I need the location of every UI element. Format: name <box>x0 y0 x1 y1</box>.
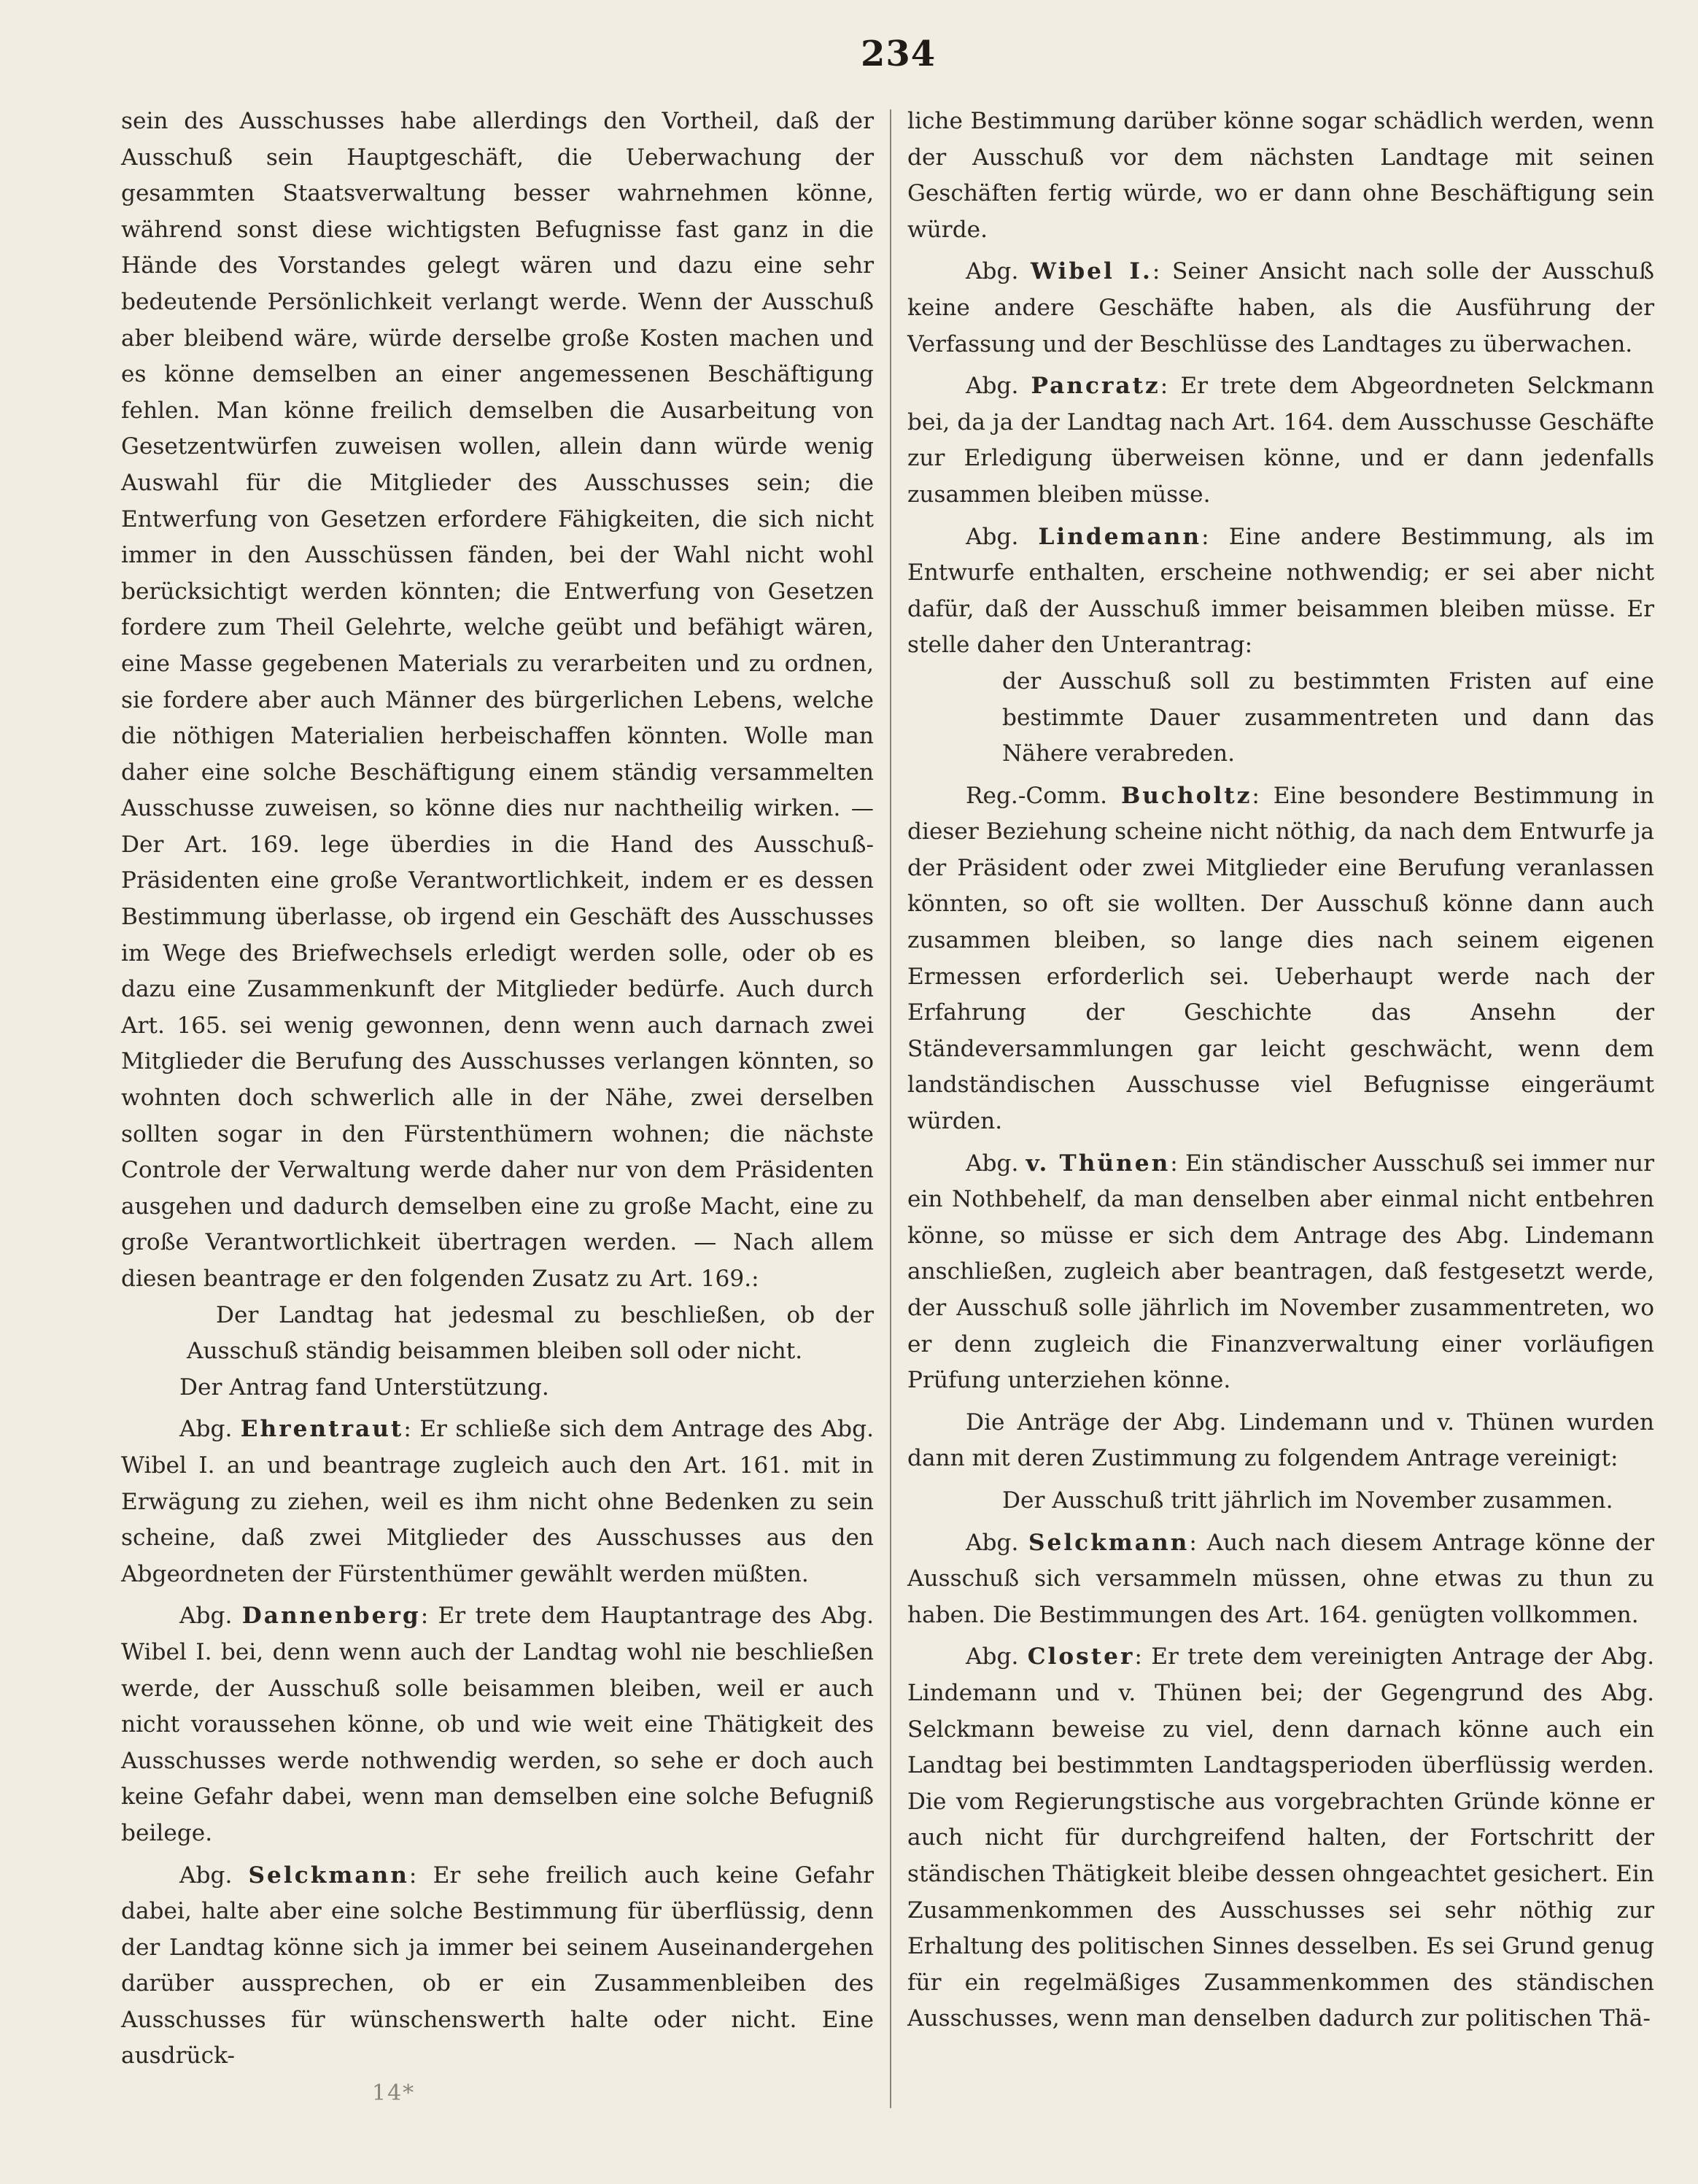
speech-text: : Eine besondere Bestimmung in dieser Beziehung scheine nicht nöthig, da nach dem Entwurfe ja der Präsident oder zwei Mitglieder eine Berufung veranlassen könnten, so oft sie wollten. Der Ausschuß könne dann auch zusammen bleiben, so lange dies nach seinem eigenen Ermessen erforderlich sei. Ueberhaupt werde nach der Erfahrung der Geschichte das Ansehn der Ständeversammlungen gar leicht geschwächt, wenn dem landständischen Ausschusse viel Befugnisse eingeräumt würden. <box>907 782 1654 1135</box>
speaker-name: Selckmann <box>1028 1529 1190 1556</box>
speaker-name: Ehrentraut <box>240 1416 404 1443</box>
speech-text: : Seiner Ansicht nach solle der Ausschuß keine andere Geschäfte haben, als die Ausführung der Verfassung und der Beschlüsse des Landtages zu überwachen. <box>907 258 1654 357</box>
speech-paragraph <box>907 1525 1654 1634</box>
speech-prefix: Abg. <box>966 373 1031 400</box>
motion-quote: der Ausschuß soll zu bestimmten Fristen auf eine bestimmte Dauer zusammentreten und dann das Nähere verabreden. <box>1002 667 1654 767</box>
speech-paragraph <box>121 1412 874 1592</box>
speech-paragraph <box>907 254 1654 363</box>
speech-prefix: Abg. <box>179 1862 249 1889</box>
speech-prefix: Abg. <box>179 1603 242 1630</box>
speech-text: : Er trete dem Abgeordneten Selckmann bei, da ja der Landtag nach Art. 164. dem Ausschusse Geschäfte zur Erledigung überweisen könne, und er dann jedenfalls zusammen bleiben müsse. <box>907 373 1655 508</box>
speaker-name: Selckmann <box>248 1862 409 1889</box>
speech-paragraph <box>907 1639 1654 2037</box>
speech-text: : Er trete dem Hauptantrage des Abg. Wibel I. bei, denn wenn auch der Landtag wohl nie beschließen werde, der Ausschuß solle beisammen bleiben, weil er auch nicht voraussehen könne, ob und wie weit eine Thätigkeit des Ausschusses werde nothwendig werden, so sehe er doch auch keine Gefahr dabei, wenn man demselben eine solche Befugniß beilege. <box>121 1603 874 1846</box>
paragraph-support: Der Antrag fand Unterstützung. <box>179 1374 549 1401</box>
speech-text: : Er trete dem vereinigten Antrage der Abg. Lindemann und v. Thünen bei; der Gegengrund des Abg. Selckmann beweise zu viel, denn darnach könne auch ein Landtag bei bestimmten Landtagsperioden überflüssig werden. Die vom Regierungstische aus vorgebrachten Gründe könne er auch nicht für durchgreifend halten, der Fortschritt der ständischen Thätigkeit bleibe dessen ohngeachtet gesichert. Ein Zusammenkommen des Ausschusses sei sehr nöthig zur Erhaltung des politischen Sinnes desselben. Es sei Grund genug für ein regelmäßiges Zusammenkommen des ständischen Ausschusses, wenn man denselben dadurch zur politischen Thä- <box>907 1643 1654 2032</box>
speech-text: : Er sehe freilich auch keine Gefahr dabei, halte aber eine solche Bestimmung für überflüssig, denn der Landtag könne sich ja immer bei seinem Auseinandergehen darüber aussprechen, ob er ein Zusammenbleiben des Ausschusses für wünschenswerth halte oder nicht. Eine ausdrück- <box>121 1862 874 2069</box>
paragraph-continued: sein des Ausschusses habe allerdings den Vortheil, daß der Ausschuß sein Hauptgeschäft, die Ueberwachung der gesammten Staatsverwaltung besser wahrnehmen könne, während sonst diese wichtigsten Befugnisse fast ganz in die Hände des Vorstandes gelegt wären und dazu eine sehr bedeutende Persönlichkeit verlangt werde. Wenn der Ausschuß aber bleibend wäre, würde derselbe große Kosten machen und es könne demselben an einer angemessenen Beschäftigung fehlen. Man könne freilich demselben die Ausarbeitung von Gesetzentwürfen zuweisen wollen, allein dann würde wenig Auswahl für die Mitglieder des Ausschusses sein; die Entwerfung von Gesetzen erfordere Fähigkeiten, die sich nicht immer in den Ausschüssen fänden, bei der Wahl nicht wohl berücksichtigt werden könnten; die Entwerfung von Gesetzen fordere zum Theil Gelehrte, welche geübt und befähigt wären, eine Masse gegebenen Materials zu verarbeiten und zu ordnen, sie fordere aber auch Männer des bürgerlichen Lebens, welche die nöthigen Materialien herbeischaffen könnten. Wolle man daher eine solche Beschäftigung einem ständig versammelten Ausschusse zuweisen, so könne dies nur nachtheilig wirken. — Der Art. 169. lege überdies in die Hand des Ausschuß-Präsidenten eine große Verantwortlichkeit, indem er es dessen Bestimmung überlasse, ob irgend ein Geschäft des Ausschusses im Wege des Briefwechsels erledigt werden solle, oder ob es dazu eine Zusammenkunft der Mitglieder bedürfe. Auch durch Art. 165. sei wenig gewonnen, denn wenn auch darnach zwei Mitglieder die Berufung des Ausschusses verlangen könnten, so wohnten doch schwerlich alle in der Nähe, zwei derselben sollten sogar in den Fürstenthümern wohnen; die nächste Controle der Verwaltung werde daher nur von dem Präsidenten ausgehen und dadurch demselben eine zu große Macht, eine zu große Verantwortlichkeit übertragen werden. — Nach allem diesen beantrage er den folgenden Zusatz zu Art. 169.: <box>121 108 874 1292</box>
speech-text: : Eine andere Bestimmung, als im Entwurfe enthalten, erscheine nothwendig; er sei aber nicht dafür, daß der Ausschuß immer beisammen bleiben müsse. Er stelle daher den Unterantrag: <box>907 523 1655 659</box>
speech-prefix: Reg.-Comm. <box>966 782 1121 809</box>
speech-text: : Er schließe sich dem Antrage des Abg. Wibel I. an und beantrage zugleich auch den Art. 161. mit in Erwägung zu ziehen, weil es ihm nicht ohne Bedenken zu sein scheine, daß zwei Mitglieder des Ausschusses aus den Abgeordneten der Fürstenthümer gewählt werden müßten. <box>121 1416 874 1587</box>
speaker-name: Closter <box>1027 1643 1135 1670</box>
signature-mark: 14* <box>372 2080 416 2106</box>
motion-quote: Der Ausschuß tritt jährlich im November zusammen. <box>1002 1487 1613 1514</box>
page-number: 234 <box>861 34 937 74</box>
speaker-name: v. Thünen <box>1026 1150 1171 1177</box>
speaker-name: Pancratz <box>1031 373 1160 400</box>
speech-prefix: Abg. <box>966 1529 1028 1556</box>
speech-paragraph <box>121 1598 874 1851</box>
speech-paragraph <box>907 778 1654 1140</box>
speech-paragraph <box>907 1146 1654 1399</box>
left-column <box>121 104 874 2075</box>
speech-paragraph <box>907 519 1654 664</box>
speech-prefix: Abg. <box>966 1150 1026 1177</box>
speech-prefix: Abg. <box>966 1643 1028 1670</box>
column-divider <box>890 109 891 2108</box>
speaker-name: Bucholtz <box>1120 782 1252 809</box>
speech-paragraph <box>121 1858 874 2075</box>
speaker-name: Dannenberg <box>241 1603 421 1630</box>
speech-text: : Ein ständischer Ausschuß sei immer nur ein Nothbehelf, da man denselben aber einmal nicht entbehren könne, so müsse er sich dem Antrage des Abg. Lindemann anschließen, zugleich aber beantragen, daß festgesetzt werde, der Ausschuß solle jährlich im November zusammentreten, wo er denn zugleich die Finanzverwaltung einer vorläufigen Prüfung unterziehen könne. <box>907 1150 1654 1394</box>
speaker-name: Wibel I. <box>1031 258 1152 285</box>
speaker-name: Lindemann <box>1038 523 1202 550</box>
paragraph-continued: liche Bestimmung darüber könne sogar schädlich werden, wenn der Ausschuß vor dem nächsten Landtage mit seinen Geschäften fertig würde, wo er dann ohne Beschäftigung sein würde. <box>907 108 1654 243</box>
speech-prefix: Abg. <box>966 258 1031 285</box>
right-column <box>907 104 1654 2037</box>
paragraph-resolution: Die Anträge der Abg. Lindemann und v. Thünen wurden dann mit deren Zustimmung zu folgendem Antrage vereinigt: <box>907 1409 1654 1472</box>
speech-paragraph <box>907 368 1654 513</box>
speech-prefix: Abg. <box>966 523 1039 550</box>
speech-prefix: Abg. <box>179 1416 241 1443</box>
speech-text: : Auch nach diesem Antrage könne der Ausschuß sich versammeln müssen, ohne etwas zu thun zu haben. Die Bestimmungen des Art. 164. genügten vollkommen. <box>907 1529 1654 1628</box>
motion-quote: Der Landtag hat jedesmal zu beschließen, ob der Ausschuß ständig beisammen bleiben soll oder nicht. <box>187 1301 874 1365</box>
